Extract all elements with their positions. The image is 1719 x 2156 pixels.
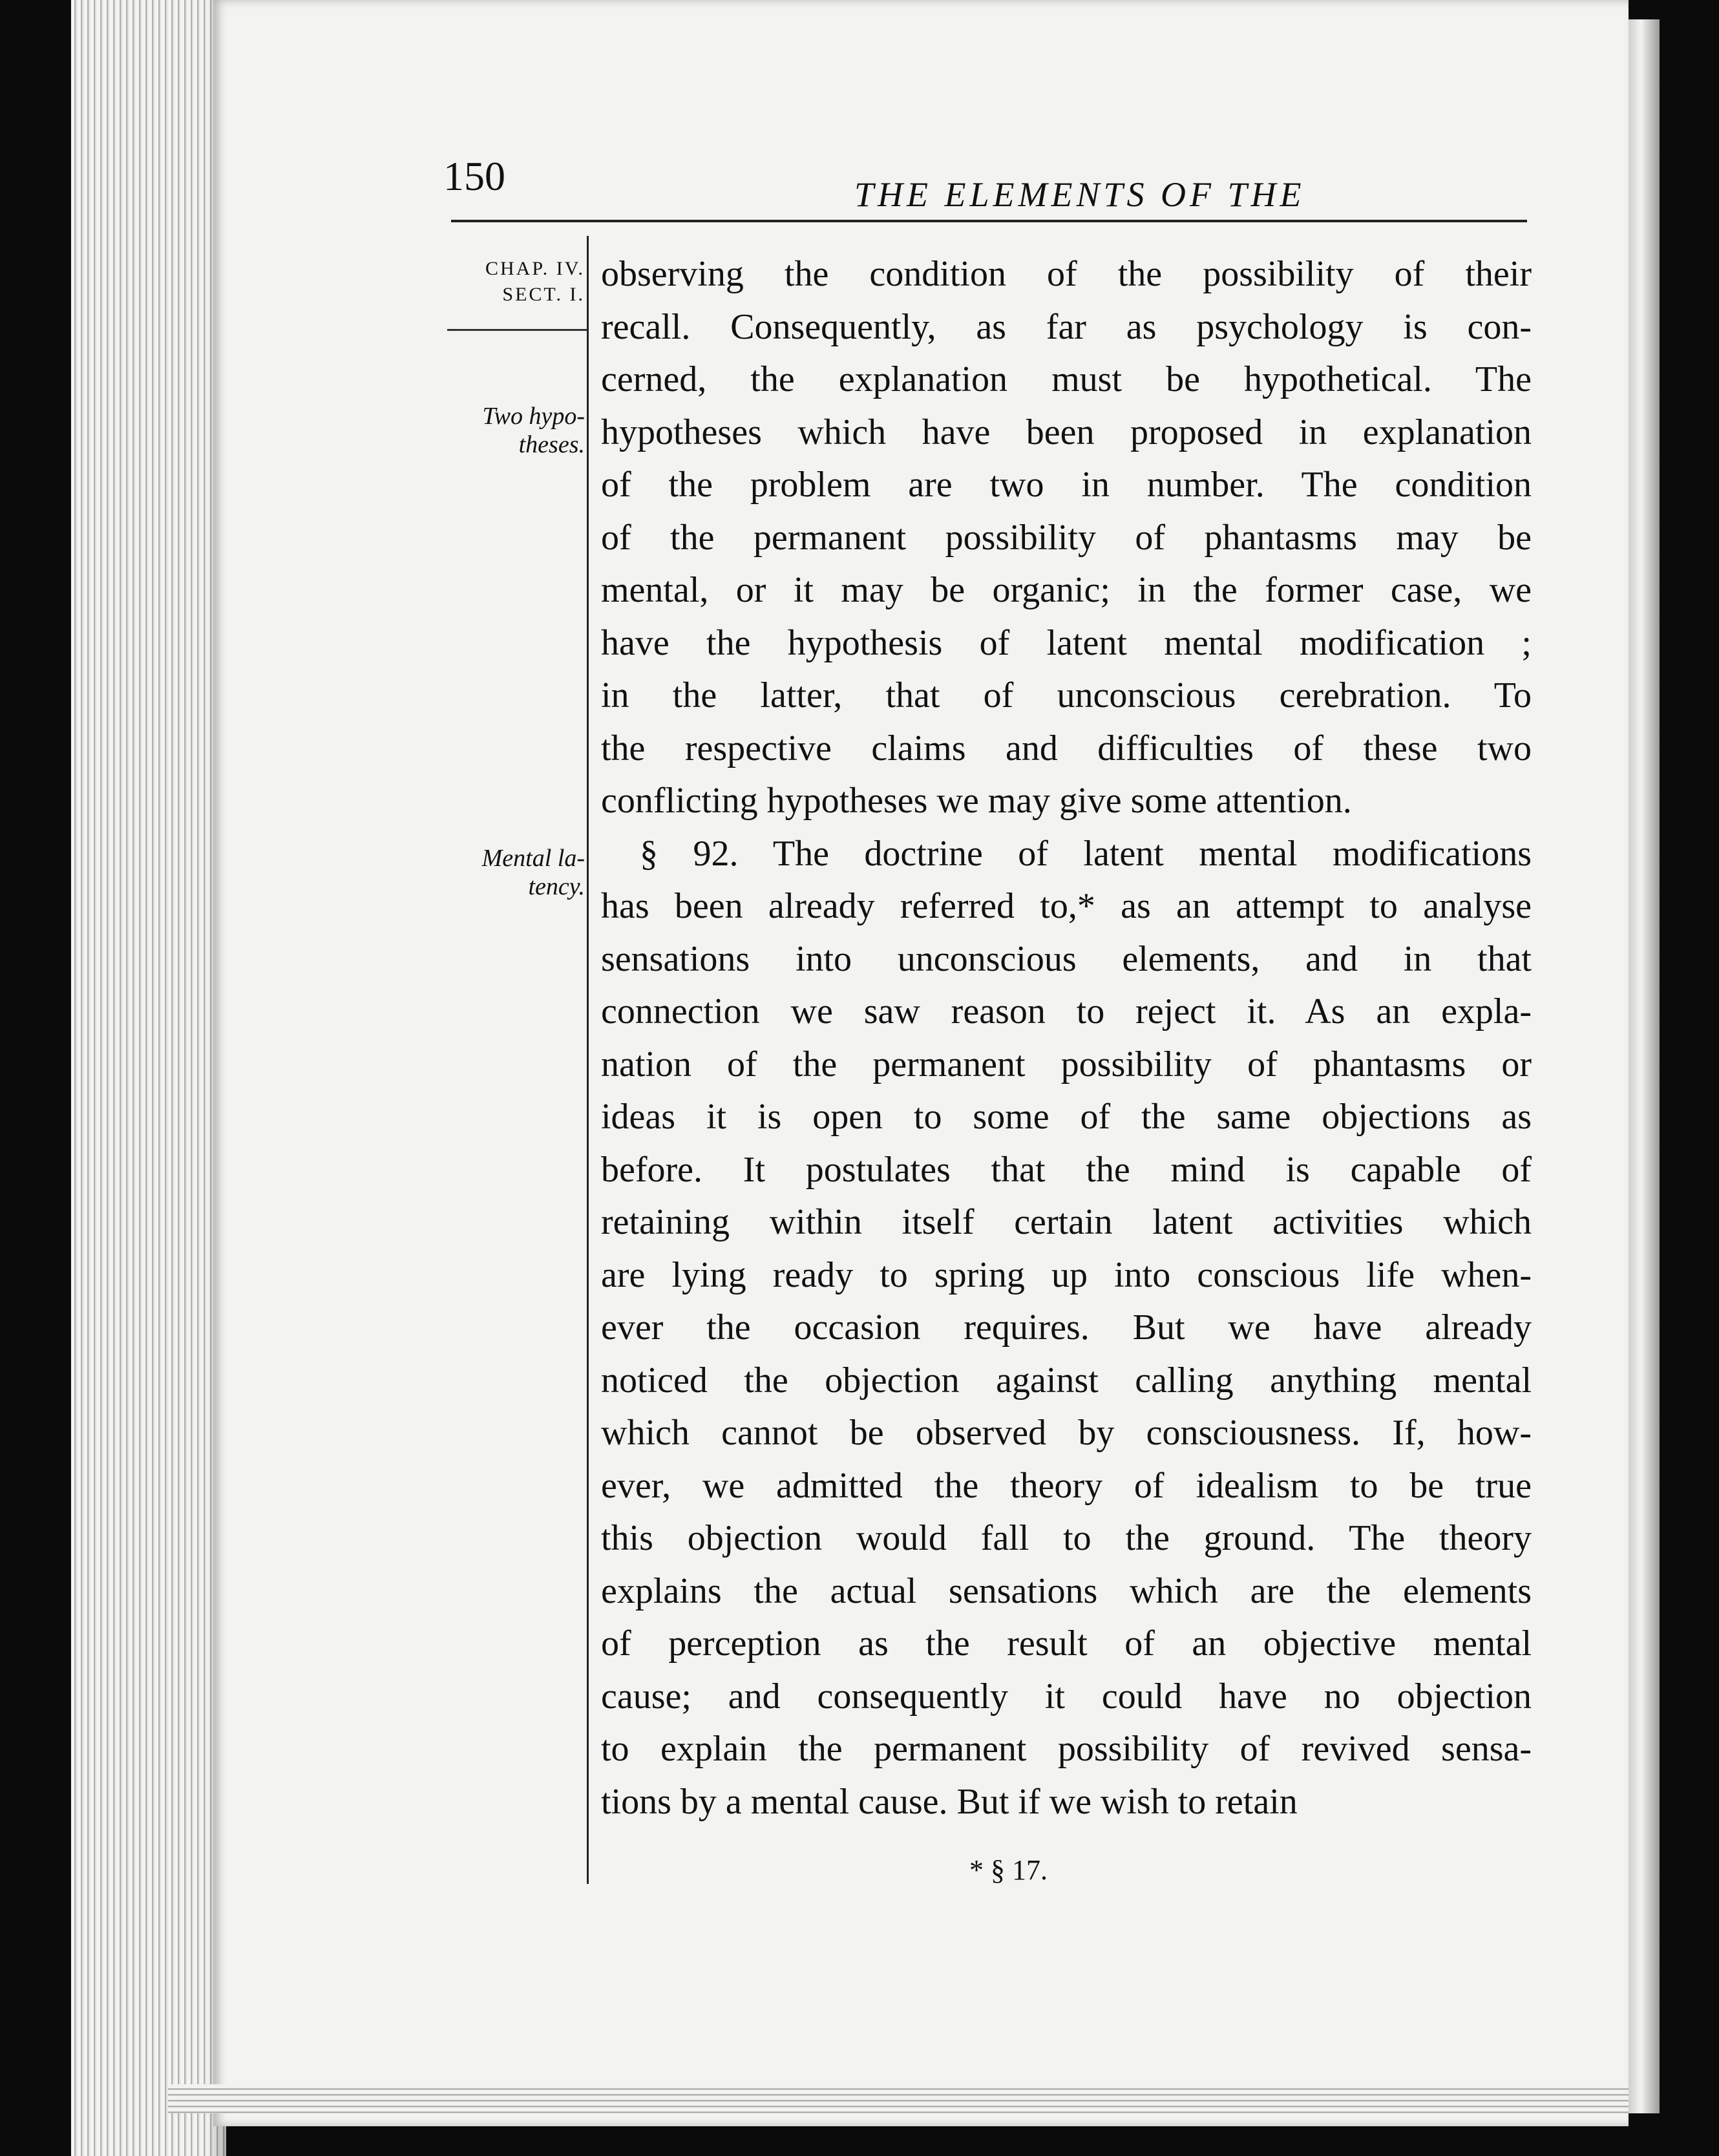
body-text-line: recall. Consequently, as far as psychology is con- xyxy=(601,306,1532,347)
running-title: THE ELEMENTS OF THE xyxy=(854,175,1305,214)
body-text-line: which cannot be observed by consciousness. If, how- xyxy=(601,1413,1532,1453)
margin-note-line: tency. xyxy=(528,873,585,900)
body-text-line: observing the condition of the possibility of their xyxy=(601,254,1532,294)
chapter-label: CHAP. IV. xyxy=(485,258,585,279)
body-text-line: are lying ready to spring up into conscious life when- xyxy=(601,1254,1532,1295)
margin-note-line: Mental la- xyxy=(481,845,585,872)
body-text-line: this objection would fall to the ground. The theory xyxy=(601,1518,1532,1558)
body-text-line: of the problem are two in number. The condition xyxy=(601,465,1532,505)
book-page-edge-right xyxy=(1629,19,1660,2113)
margin-divider-rule xyxy=(587,236,589,1884)
body-text-line: conflicting hypotheses we may give some attention. xyxy=(601,781,1352,821)
chapter-rule xyxy=(447,329,588,331)
body-text-line: hypotheses which have been proposed in explanation xyxy=(601,412,1532,452)
body-text-line: of the permanent possibility of phantasms may be xyxy=(601,517,1532,558)
body-text-line: before. It postulates that the mind is capable of xyxy=(601,1149,1532,1190)
body-text-line: cause; and consequently it could have no objection xyxy=(601,1676,1532,1717)
margin-note-line: Two hypo- xyxy=(482,403,585,430)
body-text-line: tions by a mental cause. But if we wish to retain xyxy=(601,1781,1298,1822)
body-text-line: cerned, the explanation must be hypothetical. The xyxy=(601,359,1532,399)
margin-note-mental-latency xyxy=(430,844,585,901)
page-header xyxy=(0,147,1719,218)
body-text-line: ever, we admitted the theory of idealism to be true xyxy=(601,1465,1532,1506)
body-text-line: of perception as the result of an objective mental xyxy=(601,1623,1532,1664)
body-text-line: mental, or it may be organic; in the former case, we xyxy=(601,570,1532,610)
margin-column xyxy=(420,240,585,1895)
body-text-line: to explain the permanent possibility of revived sensa- xyxy=(601,1729,1532,1769)
chapter-reference xyxy=(430,256,585,308)
body-text-line: retaining within itself certain latent activities which xyxy=(601,1202,1532,1242)
body-text-line: the respective claims and difficulties of these two xyxy=(601,728,1532,768)
footnote: * § 17. xyxy=(969,1854,1048,1886)
body-text-line: noticed the objection against calling anything mental xyxy=(601,1360,1532,1400)
book-page-stack-bottom xyxy=(168,2084,1629,2113)
margin-note-two-hypotheses xyxy=(430,402,585,459)
body-text-line: has been already referred to,* as an attempt to analyse xyxy=(601,886,1532,926)
book-page-stack-left xyxy=(71,0,226,2156)
header-rule xyxy=(451,220,1527,222)
body-text-line: connection we saw reason to reject it. As an expla- xyxy=(601,991,1532,1031)
body-text-line: nation of the permanent possibility of phantasms or xyxy=(601,1044,1532,1084)
page-number: 150 xyxy=(443,153,505,199)
body-text-line: § 92. The doctrine of latent mental modifications xyxy=(640,833,1532,874)
body-text-line: have the hypothesis of latent mental modification ; xyxy=(601,622,1532,663)
body-text-line: sensations into unconscious elements, and in that xyxy=(601,938,1532,979)
body-text-line: ideas it is open to some of the same objections as xyxy=(601,1097,1532,1137)
margin-note-line: theses. xyxy=(518,431,585,458)
body-text-line: explains the actual sensations which are the elements xyxy=(601,1570,1532,1611)
body-text-line: ever the occasion requires. But we have already xyxy=(601,1307,1532,1348)
body-text-line: in the latter, that of unconscious cerebration. To xyxy=(601,675,1532,715)
section-label: SECT. I. xyxy=(502,284,585,305)
